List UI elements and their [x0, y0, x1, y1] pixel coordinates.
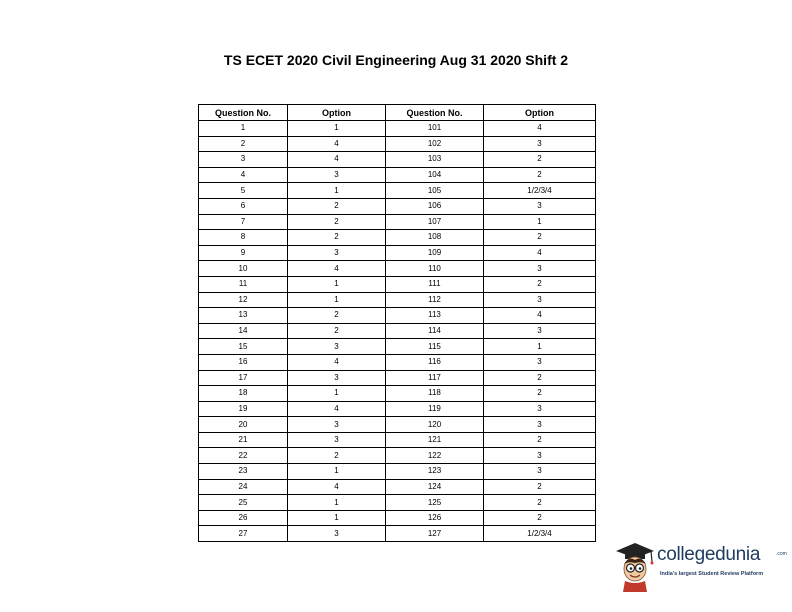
cell-option: 1 [288, 276, 386, 292]
cell-question-no: 11 [199, 276, 288, 292]
cell-question-no: 113 [386, 308, 484, 324]
table-row [199, 136, 596, 152]
cell-question-no: 17 [199, 370, 288, 386]
table-row [199, 214, 596, 230]
cell-question-no: 19 [199, 401, 288, 417]
cell-option: 1 [288, 510, 386, 526]
cell-question-no: 2 [199, 136, 288, 152]
table-row [199, 323, 596, 339]
table-row [199, 354, 596, 370]
table-row [199, 448, 596, 464]
cell-option: 4 [288, 261, 386, 277]
cell-option: 2 [484, 510, 596, 526]
cell-option: 2 [484, 167, 596, 183]
table-row [199, 261, 596, 277]
cell-option: 2 [484, 495, 596, 511]
table-row [199, 276, 596, 292]
table-row [199, 432, 596, 448]
table-row [199, 121, 596, 137]
student-mascot-icon [613, 537, 655, 592]
cell-question-no: 121 [386, 432, 484, 448]
cell-question-no: 104 [386, 167, 484, 183]
cell-question-no: 107 [386, 214, 484, 230]
header-question-no: Question No. [386, 105, 484, 121]
table-row [199, 386, 596, 402]
table-row [199, 308, 596, 324]
cell-question-no: 8 [199, 230, 288, 246]
cell-question-no: 126 [386, 510, 484, 526]
cell-option: 3 [288, 339, 386, 355]
cell-question-no: 125 [386, 495, 484, 511]
cell-option: 3 [288, 370, 386, 386]
cell-question-no: 112 [386, 292, 484, 308]
table-row [199, 495, 596, 511]
cell-option: 2 [484, 370, 596, 386]
cell-question-no: 101 [386, 121, 484, 137]
cell-question-no: 115 [386, 339, 484, 355]
cell-question-no: 106 [386, 198, 484, 214]
cell-option: 3 [484, 261, 596, 277]
table-row [199, 167, 596, 183]
table-row [199, 464, 596, 480]
cell-option: 1 [288, 464, 386, 480]
table-header-row [199, 105, 596, 121]
table-row [199, 292, 596, 308]
cell-question-no: 24 [199, 479, 288, 495]
cell-option: 2 [484, 386, 596, 402]
cell-option: 2 [288, 230, 386, 246]
answer-key-table [198, 104, 596, 542]
table-row [199, 198, 596, 214]
cell-question-no: 20 [199, 417, 288, 433]
cell-question-no: 116 [386, 354, 484, 370]
cell-option: 3 [288, 245, 386, 261]
header-question-no: Question No. [199, 105, 288, 121]
cell-question-no: 124 [386, 479, 484, 495]
cell-option: 2 [288, 308, 386, 324]
cell-option: 2 [288, 323, 386, 339]
cell-question-no: 3 [199, 152, 288, 168]
cell-question-no: 10 [199, 261, 288, 277]
cell-option: 3 [288, 417, 386, 433]
header-option: Option [288, 105, 386, 121]
table-row [199, 526, 596, 542]
cell-question-no: 26 [199, 510, 288, 526]
cell-option: 2 [288, 448, 386, 464]
cell-option: 4 [484, 308, 596, 324]
cell-question-no: 123 [386, 464, 484, 480]
cell-option: 1 [288, 121, 386, 137]
cell-option: 1 [288, 386, 386, 402]
cell-question-no: 122 [386, 448, 484, 464]
table-row [199, 417, 596, 433]
header-option: Option [484, 105, 596, 121]
cell-option: 3 [484, 136, 596, 152]
cell-question-no: 16 [199, 354, 288, 370]
table-row [199, 479, 596, 495]
cell-option: 2 [484, 432, 596, 448]
table-row [199, 183, 596, 199]
cell-option: 3 [484, 401, 596, 417]
cell-option: 1 [288, 495, 386, 511]
cell-question-no: 9 [199, 245, 288, 261]
cell-option: 1 [288, 183, 386, 199]
page-title: TS ECET 2020 Civil Engineering Aug 31 2020 Shift 2 [223, 52, 569, 68]
cell-question-no: 109 [386, 245, 484, 261]
cell-option: 2 [484, 152, 596, 168]
cell-question-no: 1 [199, 121, 288, 137]
cell-option: 4 [288, 354, 386, 370]
logo-brand-suffix: .com [776, 551, 787, 557]
cell-question-no: 21 [199, 432, 288, 448]
cell-option: 3 [484, 198, 596, 214]
table-row [199, 152, 596, 168]
cell-question-no: 118 [386, 386, 484, 402]
cell-option: 3 [484, 292, 596, 308]
cell-question-no: 111 [386, 276, 484, 292]
table-row [199, 510, 596, 526]
cell-question-no: 117 [386, 370, 484, 386]
logo-brand-text: collegedunia [657, 544, 761, 565]
cell-option: 1/2/3/4 [484, 183, 596, 199]
cell-option: 3 [484, 354, 596, 370]
cell-question-no: 103 [386, 152, 484, 168]
cell-question-no: 6 [199, 198, 288, 214]
table-body [199, 121, 596, 542]
cell-question-no: 110 [386, 261, 484, 277]
cell-option: 4 [288, 136, 386, 152]
cell-option: 2 [484, 479, 596, 495]
cell-question-no: 127 [386, 526, 484, 542]
cell-question-no: 102 [386, 136, 484, 152]
table-row [199, 230, 596, 246]
cell-question-no: 27 [199, 526, 288, 542]
cell-option: 3 [484, 464, 596, 480]
cell-question-no: 108 [386, 230, 484, 246]
cell-option: 4 [288, 479, 386, 495]
cell-option: 2 [288, 198, 386, 214]
table-row [199, 245, 596, 261]
cell-option: 3 [484, 417, 596, 433]
cell-question-no: 5 [199, 183, 288, 199]
cell-option: 1 [484, 339, 596, 355]
cell-option: 2 [288, 214, 386, 230]
cell-question-no: 22 [199, 448, 288, 464]
cell-question-no: 12 [199, 292, 288, 308]
cell-question-no: 120 [386, 417, 484, 433]
cell-question-no: 14 [199, 323, 288, 339]
cell-option: 1/2/3/4 [484, 526, 596, 542]
table-row [199, 401, 596, 417]
cell-question-no: 4 [199, 167, 288, 183]
cell-option: 1 [484, 214, 596, 230]
cell-option: 3 [288, 432, 386, 448]
cell-question-no: 114 [386, 323, 484, 339]
cell-question-no: 7 [199, 214, 288, 230]
cell-question-no: 13 [199, 308, 288, 324]
logo-tagline: India's largest Student Review Platform [660, 571, 764, 577]
cell-option: 3 [484, 448, 596, 464]
collegedunia-logo [613, 537, 785, 592]
cell-option: 3 [288, 167, 386, 183]
cell-question-no: 15 [199, 339, 288, 355]
cell-question-no: 119 [386, 401, 484, 417]
cell-question-no: 105 [386, 183, 484, 199]
cell-option: 4 [288, 152, 386, 168]
cell-option: 1 [288, 292, 386, 308]
cell-question-no: 18 [199, 386, 288, 402]
cell-option: 4 [484, 245, 596, 261]
cell-option: 2 [484, 276, 596, 292]
cell-option: 3 [288, 526, 386, 542]
cell-option: 4 [288, 401, 386, 417]
cell-option: 3 [484, 323, 596, 339]
cell-option: 4 [484, 121, 596, 137]
cell-question-no: 23 [199, 464, 288, 480]
cell-question-no: 25 [199, 495, 288, 511]
table-row [199, 339, 596, 355]
cell-option: 2 [484, 230, 596, 246]
table-row [199, 370, 596, 386]
